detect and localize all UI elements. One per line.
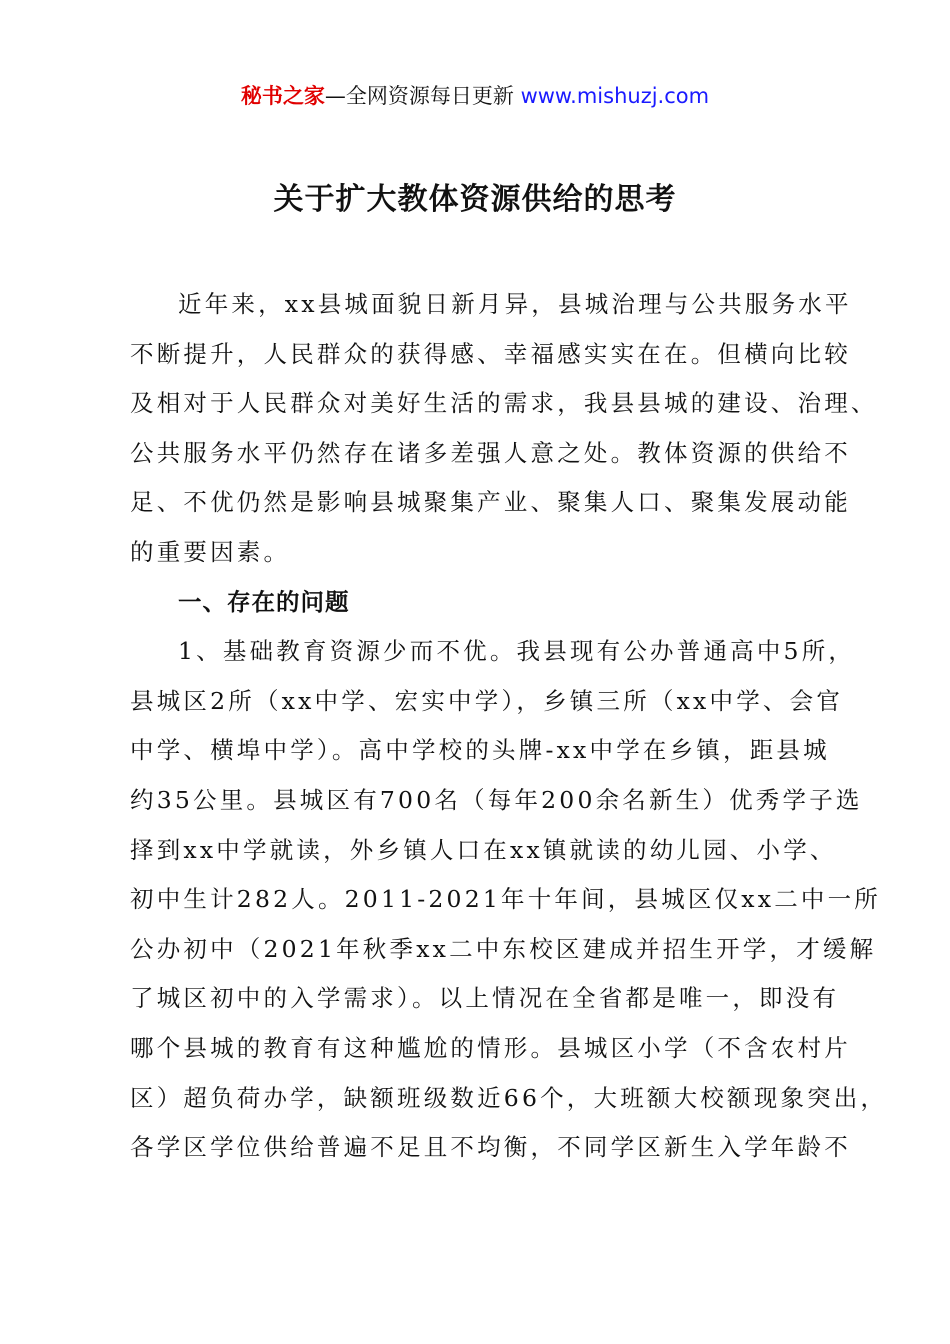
paragraph-line: 及相对于人民群众对美好生活的需求，我县县城的建设、治理、 xyxy=(130,389,878,418)
paragraph-line: 公共服务水平仍然存在诸多差强人意之处。教体资源的供给不 xyxy=(130,438,851,467)
site-header xyxy=(0,80,950,112)
document-title: 关于扩大教体资源供给的思考 xyxy=(273,182,677,217)
paragraph-line: 县城区2所（xx中学、宏实中学），乡镇三所（xx中学、会官 xyxy=(130,686,844,715)
document-body xyxy=(130,280,888,1173)
brand-name: 秘书之家 xyxy=(240,84,325,108)
header-tagline: 全网资源每日更新 xyxy=(345,84,514,108)
paragraph-line: 近年来，xx县城面貌日新月异，县城治理与公共服务水平 xyxy=(178,290,852,318)
paragraph-line: 区）超负荷办学，缺额班级数近66个，大班额大校额现象突出， xyxy=(130,1083,888,1112)
paragraph-line: 择到xx中学就读，外乡镇人口在xx镇就读的幼儿园、小学、 xyxy=(130,835,837,864)
paragraph-line: 公办初中（2021年秋季xx二中东校区建成并招生开学，才缓解 xyxy=(130,934,877,963)
section-heading: 一、存在的问题 xyxy=(178,587,350,616)
paragraph-line: 哪个县城的教育有这种尴尬的情形。县城区小学（不含农村片 xyxy=(130,1033,851,1062)
paragraph-line: 约35公里。县城区有700名（每年200余名新生）优秀学子选 xyxy=(130,785,863,814)
header-dash: — xyxy=(324,84,346,108)
paragraph-line: 中学、横埠中学）。高中学校的头牌-xx中学在乡镇，距县城 xyxy=(130,736,830,765)
paragraph-line: 足、不优仍然是影响县城聚集产业、聚集人口、聚集发展动能 xyxy=(130,488,851,517)
site-url-link[interactable]: www.mishuzj.com xyxy=(520,84,710,108)
paragraph-line: 的重要因素。 xyxy=(130,537,291,566)
paragraph-line: 不断提升，人民群众的获得感、幸福感实实在在。但横向比较 xyxy=(130,339,851,368)
paragraph-line: 初中生计282人。2011-2021年十年间，县城区仅xx二中一所 xyxy=(130,885,882,914)
paragraph-line: 各学区学位供给普遍不足且不均衡，不同学区新生入学年龄不 xyxy=(130,1133,851,1162)
paragraph-line: 1、基础教育资源少而不优。我县现有公办普通高中5所， xyxy=(178,637,856,666)
paragraph-line: 了城区初中的入学需求）。以上情况在全省都是唯一，即没有 xyxy=(130,984,840,1013)
